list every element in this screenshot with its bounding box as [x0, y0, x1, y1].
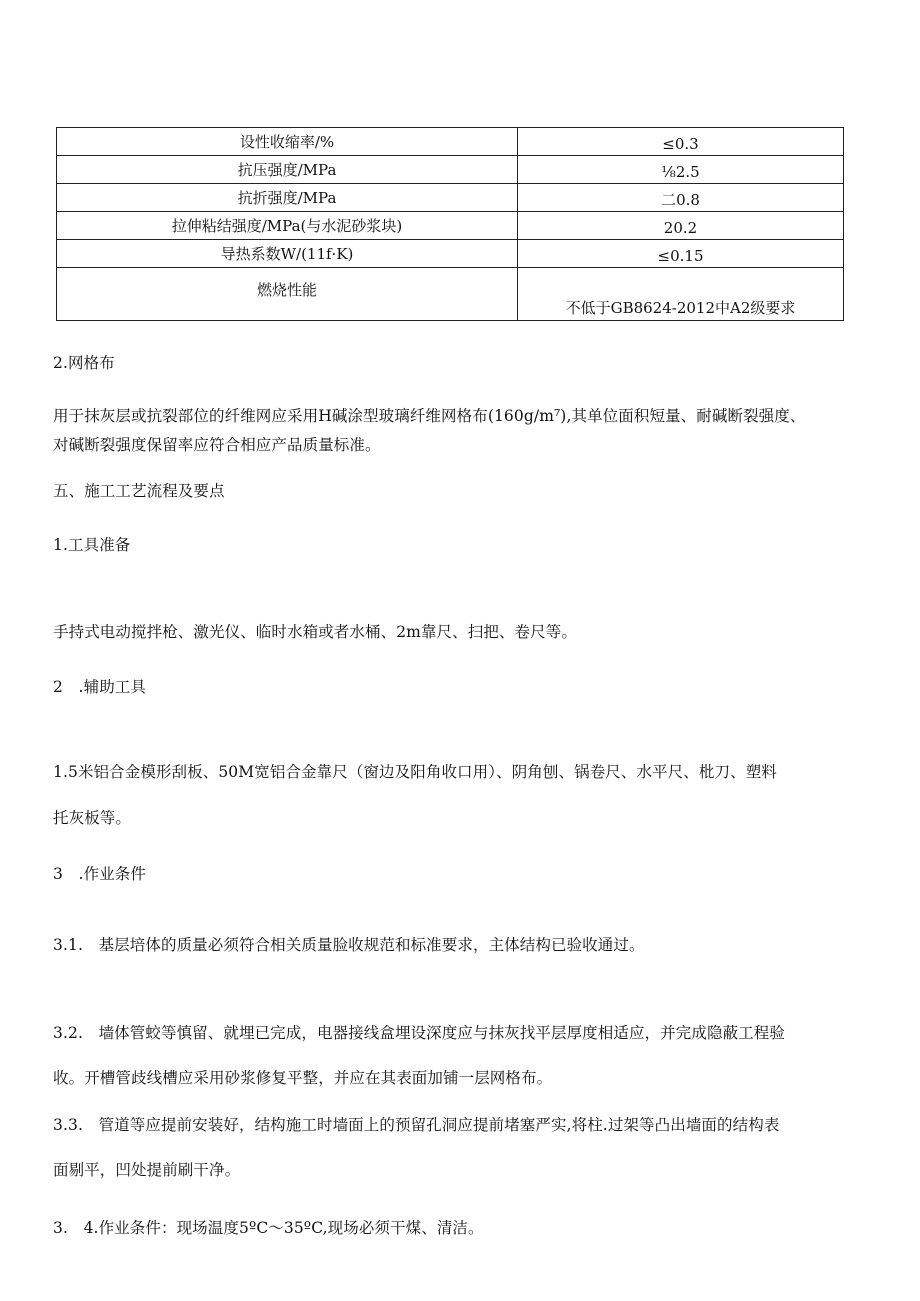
table-row	[57, 128, 844, 156]
value-cell: ⅛2.5	[518, 156, 844, 184]
table-row	[57, 212, 844, 240]
table-row	[57, 268, 844, 321]
condition-3-3-line: 面剔平，凹处提前刷干净。	[53, 1161, 241, 1179]
conditions-heading: 3 .作业条件	[53, 865, 146, 883]
aux-heading: 2 .辅助工具	[53, 678, 146, 696]
mesh-paragraph-line: 用于抹灰层或抗裂部位的纤维网应采用H碱涂型玻璃纤维网格布(160g/m⁷),其单位面积短量、耐碱断裂强度、	[53, 407, 806, 425]
condition-3-2-line: 收。开槽管歧线槽应采用砂浆修复平整，并应在其表面加铺一层网格布。	[53, 1069, 553, 1087]
condition-3-2-line: 3.2. 墙体管蛟等慎留、就埋已完成，电器接线盒埋设深度应与抹灰找平层厚度相适应，并完成隐蔽工程验	[53, 1024, 785, 1042]
value-cell: ≤0.3	[518, 128, 844, 156]
spec-table	[56, 127, 844, 321]
property-cell: 抗折强度/MPa	[57, 184, 518, 212]
tools-paragraph: 手持式电动搅拌枪、激光仪、临时水箱或者水桶、2m靠尺、扫把、卷尺等。	[53, 623, 577, 641]
aux-paragraph-line: 1.5米铝合金模形刮板、50M宽铝合金靠尺（窗边及阳角收口用）、阴角刨、锅卷尺、水平尺、枇刀、塑料	[53, 763, 777, 781]
property-cell: 设性收缩率/%	[57, 128, 518, 156]
table-row	[57, 184, 844, 212]
mesh-heading: 2.网格布	[53, 354, 115, 372]
table-row	[57, 156, 844, 184]
property-cell: 燃烧性能	[57, 268, 518, 321]
value-cell: 20.2	[518, 212, 844, 240]
condition-3-1: 3.1. 基层培体的质量必须符合相关质量脸收规范和标准要求，主体结构已验收通过。	[53, 936, 645, 954]
property-cell: 导热系数W/(11f·K)	[57, 240, 518, 268]
section-heading: 五、施工工艺流程及要点	[53, 482, 225, 500]
tools-heading: 1.工具准备	[53, 536, 131, 554]
property-cell: 拉伸粘结强度/MPa(与水泥砂浆块)	[57, 212, 518, 240]
mesh-paragraph-line: 对碱断裂强度保留率应符合相应产品质量标准。	[53, 436, 381, 454]
condition-3-3-line: 3.3. 管道等应提前安装好，结构施工时墙面上的预留孔洞应提前堵塞严实,将柱.过架等凸出墙面的结构表	[53, 1116, 780, 1134]
condition-3-4: 3. 4.作业条件：现场温度5ºC～35ºC,现场必须干煤、清洁。	[53, 1219, 484, 1237]
table-row	[57, 240, 844, 268]
value-cell: ≤0.15	[518, 240, 844, 268]
value-cell: 不低于GB8624-2012中A2级要求	[518, 268, 844, 321]
property-cell: 抗压强度/MPa	[57, 156, 518, 184]
aux-paragraph-line: 托灰板等。	[53, 809, 132, 827]
value-cell: 二0.8	[518, 184, 844, 212]
